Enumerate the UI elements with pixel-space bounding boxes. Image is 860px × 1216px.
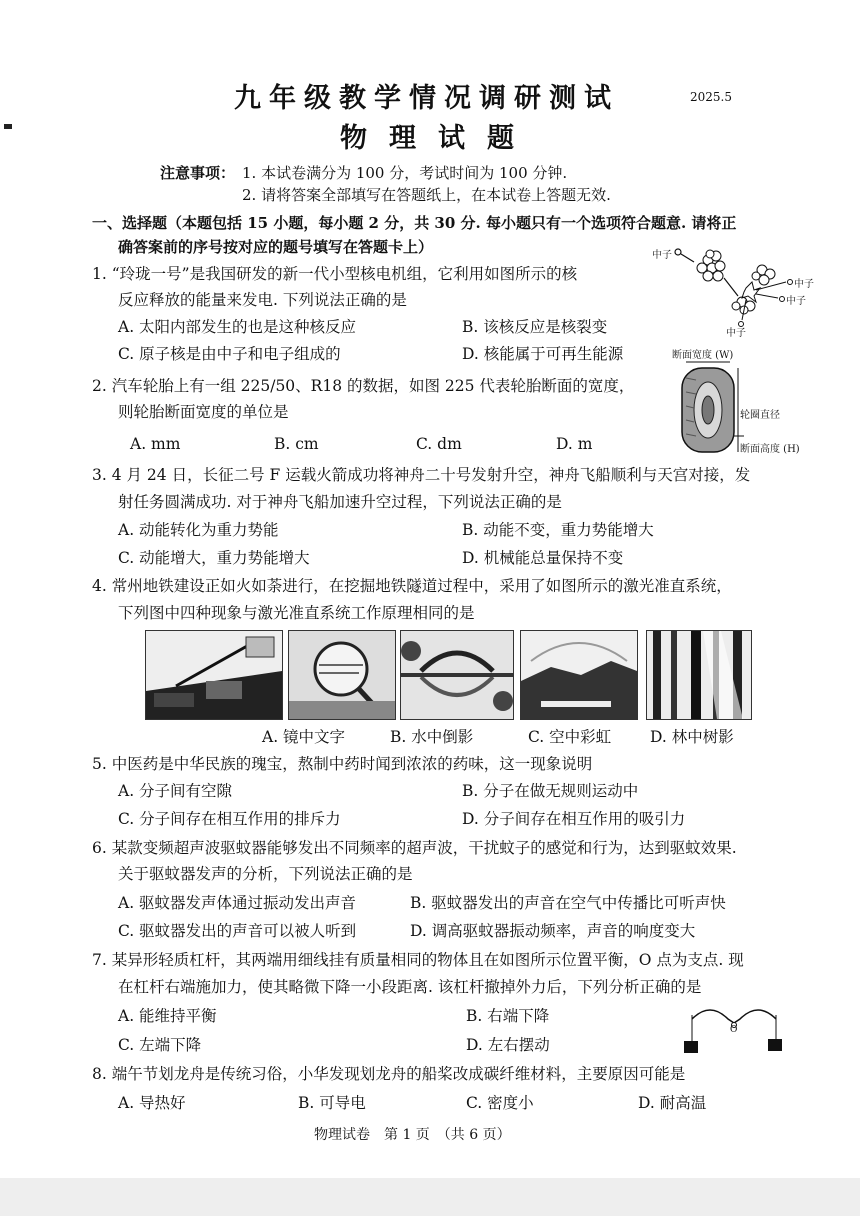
exam-title: 九年级教学情况调研测试: [234, 83, 619, 114]
q8-option-a: A. 导热好: [118, 1094, 186, 1112]
q1-option-b: B. 该核反应是核裂变: [462, 318, 608, 336]
photo-d-forest-shadow: [646, 630, 752, 720]
q8-stem: 8. 端午节划龙舟是传统习俗，小华发现划龙舟的船桨改成碳纤维材料，主要原因可能是: [92, 1065, 686, 1083]
laser-alignment-photo: [145, 630, 283, 720]
notes-item-2: 2. 请将答案全部填写在答题纸上，在本试卷上答题无效.: [242, 186, 611, 204]
q2-option-d: D. m: [556, 435, 593, 453]
q4-stem-line1: 4. 常州地铁建设正如火如荼进行，在挖掘地铁隧道过程中，采用了如图所示的激光准直系统，: [92, 577, 732, 595]
q3-stem-line1: 3. 4 月 24 日，长征二号 F 运载火箭成功将神舟二十号发射升空，神舟飞船顺利与天宫对接，发: [92, 466, 751, 484]
q3-option-c: C. 动能增大，重力势能增大: [118, 549, 310, 567]
scan-bottom-band: [0, 1178, 860, 1216]
q5-option-a: A. 分子间有空隙: [118, 782, 233, 800]
q5-option-b: B. 分子在做无规则运动中: [462, 782, 639, 800]
scan-mark: [4, 124, 12, 129]
nuclear-label-1: 中子: [652, 250, 672, 261]
q6-option-a: A. 驱蚊器发声体通过振动发出声音: [118, 894, 357, 912]
q5-stem: 5. 中医药是中华民族的瑰宝，熬制中药时闻到浓浓的药味，这一现象说明: [92, 755, 593, 773]
notes-item-1: 1. 本试卷满分为 100 分，考试时间为 100 分钟.: [242, 164, 568, 182]
q1-option-c: C. 原子核是由中子和电子组成的: [118, 345, 341, 363]
q8-option-d: D. 耐高温: [638, 1094, 707, 1112]
lever-pivot-label: O: [730, 1025, 738, 1035]
q3-option-b: B. 动能不变，重力势能增大: [462, 521, 654, 539]
q3-stem-line2: 射任务圆满成功. 对于神舟飞船加速升空过程，下列说法正确的是: [118, 493, 562, 511]
q7-option-b: B. 右端下降: [466, 1007, 550, 1025]
q7-option-d: D. 左右摆动: [466, 1036, 550, 1054]
nuclear-label-4: 中子: [726, 328, 746, 339]
q6-option-b: B. 驱蚊器发出的声音在空气中传播比可听声快: [410, 894, 726, 912]
q5-option-d: D. 分子间存在相互作用的吸引力: [462, 810, 686, 828]
q8-option-c: C. 密度小: [466, 1094, 534, 1112]
q6-stem-line2: 关于驱蚊器发声的分析，下列说法正确的是: [118, 865, 413, 883]
tire-label-width: 断面宽度 (W): [672, 350, 734, 361]
q2-stem-line2: 则轮胎断面宽度的单位是: [118, 403, 289, 421]
q4-option-d: D. 林中树影: [650, 728, 734, 746]
q2-option-a: A. mm: [130, 435, 181, 453]
q4-option-b: B. 水中倒影: [390, 728, 474, 746]
q6-option-d: D. 调高驱蚊器振动频率，声音的响度变大: [410, 922, 696, 940]
q1-option-a: A. 太阳内部发生的也是这种核反应: [118, 318, 357, 336]
page-footer: 物理试卷 第 1 页 （共 6 页）: [314, 1127, 511, 1143]
exam-date: 2025.5: [690, 90, 732, 104]
q3-option-a: A. 动能转化为重力势能: [118, 521, 279, 539]
q6-stem-line1: 6. 某款变频超声波驱蚊器能够发出不同频率的超声波，干扰蚊子的感觉和行为，达到驱蚊效果.: [92, 839, 737, 857]
photo-a-mirror-text: [288, 630, 396, 720]
q7-option-a: A. 能维持平衡: [118, 1007, 217, 1025]
section-heading-line1: 一、选择题（本题包括 15 小题，每小题 2 分，共 30 分. 每小题只有一个选项符合题意. 请将正: [92, 214, 737, 232]
notes-label: 注意事项：: [160, 164, 236, 182]
q2-option-b: B. cm: [274, 435, 319, 453]
q1-stem-line2: 反应释放的能量来发电. 下列说法正确的是: [118, 291, 407, 309]
tire-label-rim: 轮圈直径: [740, 410, 780, 421]
q4-option-c: C. 空中彩虹: [528, 728, 612, 746]
q4-stem-line2: 下列图中四种现象与激光准直系统工作原理相同的是: [118, 604, 475, 622]
section-heading-line2: 确答案前的序号按对应的题号填写在答题卡上）: [118, 238, 434, 256]
q2-stem-line1: 2. 汽车轮胎上有一组 225/50、R18 的数据，如图 225 代表轮胎断面的宽度，: [92, 377, 635, 395]
q7-option-c: C. 左端下降: [118, 1036, 202, 1054]
q1-stem-line1: 1. “玲珑一号”是我国研发的新一代小型核电机组，它利用如图所示的核: [92, 265, 578, 283]
q8-option-b: B. 可导电: [298, 1094, 366, 1112]
photo-b-water-reflection: [400, 630, 514, 720]
q5-option-c: C. 分子间存在相互作用的排斥力: [118, 810, 341, 828]
q7-stem-line2: 在杠杆右端施加力，使其略微下降一小段距离. 该杠杆撤掉外力后，下列分析正确的是: [118, 978, 702, 996]
q7-stem-line1: 7. 某异形轻质杠杆，其两端用细线挂有质量相同的物体且在如图所示位置平衡，O 点为支点. 现: [92, 951, 744, 969]
q3-option-d: D. 机械能总量保持不变: [462, 549, 624, 567]
tire-label-height: 断面高度 (H): [740, 444, 800, 455]
exam-subtitle: 物理试题: [340, 123, 536, 154]
nuclear-label-3: 中子: [786, 296, 806, 307]
q2-option-c: C. dm: [416, 435, 462, 453]
q1-option-d: D. 核能属于可再生能源: [462, 345, 624, 363]
nuclear-label-2: 中子: [794, 279, 814, 290]
q6-option-c: C. 驱蚊器发出的声音可以被人听到: [118, 922, 357, 940]
q4-option-a: A. 镜中文字: [262, 728, 346, 746]
photo-c-rainbow: [520, 630, 638, 720]
